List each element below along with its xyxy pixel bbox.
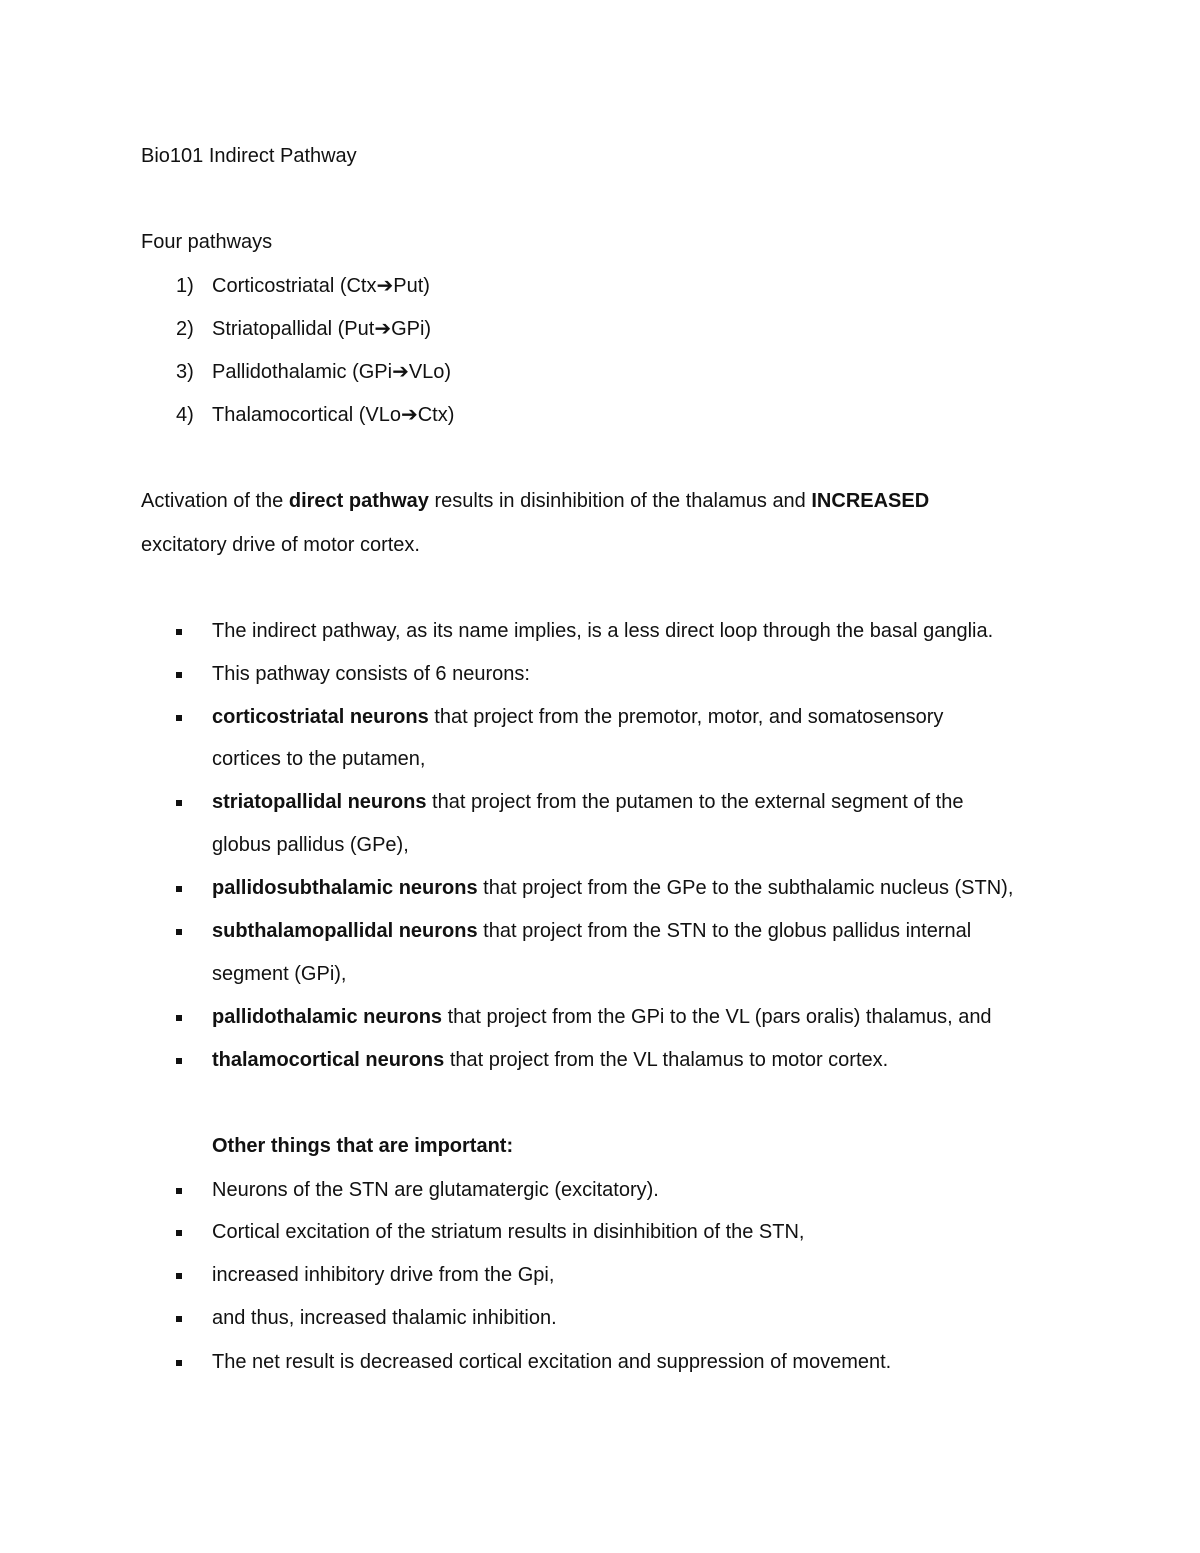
activation-paragraph-line2: excitatory drive of motor cortex. bbox=[141, 534, 420, 556]
four-pathways-heading: Four pathways bbox=[141, 231, 273, 253]
pathway-number: 3) bbox=[176, 361, 194, 383]
activation-text: Activation of the bbox=[141, 490, 289, 512]
bullet-text: Neurons of the STN are glutamatergic (excitatory). bbox=[212, 1179, 659, 1201]
pathway-name: Corticostriatal (Ctx bbox=[212, 275, 377, 297]
pathway-end: Ctx) bbox=[417, 404, 455, 426]
activation-text: results in disinhibition of the thalamus and bbox=[428, 490, 812, 512]
bullet-icon bbox=[176, 929, 182, 935]
bullet-text bbox=[212, 1004, 992, 1030]
bullet-icon bbox=[176, 1188, 182, 1194]
pathway-item bbox=[176, 402, 454, 428]
bullet-text bbox=[212, 789, 963, 815]
bullet-bold: pallidothalamic neurons bbox=[212, 1006, 443, 1028]
bullet-icon bbox=[176, 1316, 182, 1322]
arrow-icon: ➔ bbox=[392, 361, 409, 383]
arrow-icon: ➔ bbox=[374, 318, 392, 340]
bullet-continuation: segment (GPi), bbox=[212, 963, 347, 985]
bullet-text bbox=[212, 661, 530, 687]
activation-bold-direct: direct pathway bbox=[288, 490, 429, 512]
pathway-name: Thalamocortical (VLo bbox=[212, 404, 401, 426]
bullet-body: This pathway consists of 6 neurons: bbox=[212, 663, 530, 685]
bullet-text: The net result is decreased cortical excitation and suppression of movement. bbox=[212, 1351, 892, 1373]
bullet-text bbox=[212, 618, 993, 644]
bullet-text: increased inhibitory drive from the Gpi, bbox=[212, 1264, 555, 1286]
pathway-end: VLo) bbox=[408, 361, 452, 383]
bullet-bold: pallidosubthalamic neurons bbox=[212, 877, 478, 899]
arrow-icon: ➔ bbox=[376, 275, 394, 297]
bullet-text: Cortical excitation of the striatum results in disinhibition of the STN, bbox=[212, 1221, 805, 1243]
pathway-number: 1) bbox=[176, 275, 194, 297]
activation-paragraph-line1 bbox=[141, 488, 929, 514]
bullet-icon bbox=[176, 1058, 182, 1064]
pathway-end: Put) bbox=[393, 275, 430, 297]
bullet-text bbox=[212, 918, 971, 944]
pathway-item bbox=[176, 359, 451, 385]
bullet-body: that project from the GPi to the VL (pars oralis) thalamus, and bbox=[442, 1006, 992, 1028]
pathway-number: 2) bbox=[176, 318, 194, 340]
bullet-bold: subthalamopallidal neurons bbox=[212, 920, 478, 942]
bullet-icon bbox=[176, 1015, 182, 1021]
pathway-item bbox=[176, 273, 430, 299]
bullet-text bbox=[212, 875, 1013, 901]
bullet-icon bbox=[176, 1230, 182, 1236]
bullet-icon bbox=[176, 672, 182, 678]
pathway-number: 4) bbox=[176, 404, 194, 426]
bullet-continuation: cortices to the putamen, bbox=[212, 748, 426, 770]
bullet-bold: thalamocortical neurons bbox=[212, 1049, 445, 1071]
bullet-icon bbox=[176, 886, 182, 892]
pathway-end: GPi) bbox=[391, 318, 432, 340]
bullet-body: that project from the STN to the globus pallidus internal bbox=[477, 920, 972, 942]
bullet-continuation: globus pallidus (GPe), bbox=[212, 834, 409, 856]
bullet-icon bbox=[176, 800, 182, 806]
bullet-bold: corticostriatal neurons bbox=[212, 706, 429, 728]
bullet-body: The indirect pathway, as its name implies, is a less direct loop through the basal ganglia. bbox=[212, 620, 994, 642]
activation-bold-increased: INCREASED bbox=[811, 490, 930, 512]
bullet-body: that project from the GPe to the subthalamic nucleus (STN), bbox=[477, 877, 1014, 899]
pathway-item bbox=[176, 316, 431, 342]
bullet-icon bbox=[176, 1273, 182, 1279]
bullet-text bbox=[212, 704, 943, 730]
bullet-body: that project from the VL thalamus to motor cortex. bbox=[444, 1049, 889, 1071]
bullet-text bbox=[212, 1047, 888, 1073]
bullet-bold: striatopallidal neurons bbox=[212, 791, 427, 813]
pathway-name: Pallidothalamic (GPi bbox=[212, 361, 393, 383]
bullet-body: that project from the putamen to the external segment of the bbox=[426, 791, 964, 813]
pathway-name: Striatopallidal (Put bbox=[212, 318, 375, 340]
other-things-heading: Other things that are important: bbox=[212, 1135, 514, 1157]
bullet-icon bbox=[176, 629, 182, 635]
bullet-text: and thus, increased thalamic inhibition. bbox=[212, 1307, 557, 1329]
arrow-icon: ➔ bbox=[400, 404, 418, 426]
document-title: Bio101 Indirect Pathway bbox=[141, 145, 357, 167]
bullet-body: that project from the premotor, motor, and somatosensory bbox=[428, 706, 944, 728]
bullet-icon bbox=[176, 715, 182, 721]
bullet-icon bbox=[176, 1360, 182, 1366]
